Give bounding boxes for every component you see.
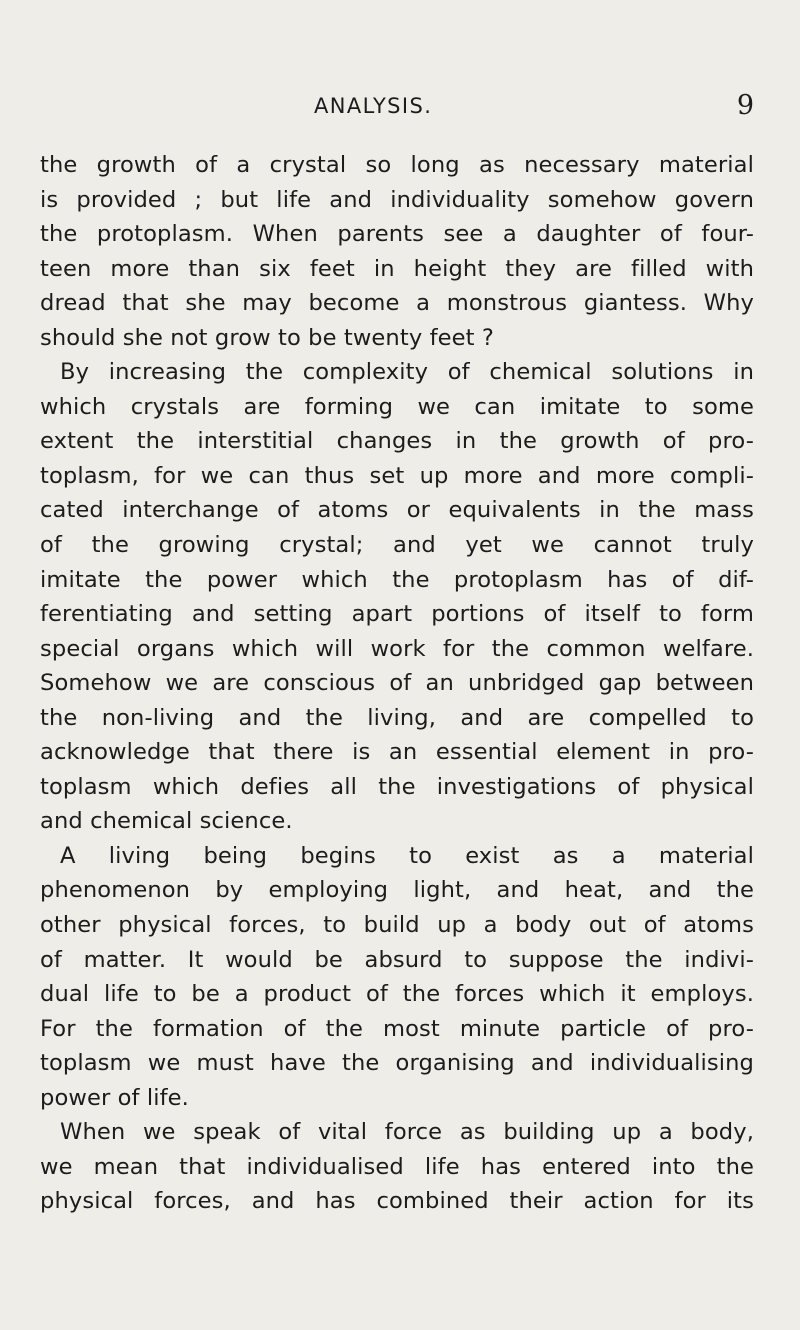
text-line: is provided ; but life and individuality somehow govern xyxy=(40,186,754,213)
text-line: When we speak of vital force as building up a body, xyxy=(60,1119,754,1146)
text-line: A living being begins to exist as a material xyxy=(60,842,754,869)
text-line: acknowledge that there is an essential element in pro- xyxy=(40,739,754,766)
text-line: other physical forces, to build up a body out of atoms xyxy=(40,912,754,939)
page-number: 9 xyxy=(736,90,754,121)
text-line: teen more than six feet in height they are filled with xyxy=(40,255,754,282)
text-line: of the growing crystal; and yet we cannot truly xyxy=(40,532,754,559)
text-line: should she not grow to be twenty feet ? xyxy=(40,324,494,351)
text-line: the growth of a crystal so long as necessary material xyxy=(40,152,754,178)
text-line: the protoplasm. When parents see a daughter of four- xyxy=(40,221,754,248)
running-head xyxy=(40,86,760,126)
text-line: Somehow we are conscious of an unbridged gap between xyxy=(40,670,754,697)
text-line: extent the interstitial changes in the growth of pro- xyxy=(40,428,754,455)
text-line: toplasm, for we can thus set up more and more compli- xyxy=(40,462,754,489)
text-line: ferentiating and setting apart portions of itself to form xyxy=(40,601,754,628)
text-line: toplasm which defies all the investigations of physical xyxy=(40,773,754,800)
text-line: we mean that individualised life has entered into the xyxy=(40,1153,754,1180)
text-line: By increasing the complexity of chemical solutions in xyxy=(60,359,754,386)
text-line: dread that she may become a monstrous giantess. Why xyxy=(40,290,754,317)
text-line: power of life. xyxy=(40,1084,189,1111)
text-line: the non-living and the living, and are compelled to xyxy=(40,704,754,731)
text-line: imitate the power which the protoplasm has of dif- xyxy=(40,566,754,593)
text-line: For the formation of the most minute particle of pro- xyxy=(40,1015,754,1042)
body-text xyxy=(40,148,754,1219)
running-title: ANALYSIS. xyxy=(314,94,433,118)
text-line: of matter. It would be absurd to suppose the indivi- xyxy=(40,946,754,973)
text-line: dual life to be a product of the forces which it employs. xyxy=(40,981,754,1008)
text-line: physical forces, and has combined their action for its xyxy=(40,1188,754,1215)
text-line: which crystals are forming we can imitate to some xyxy=(40,393,754,420)
text-line: toplasm we must have the organising and individualising xyxy=(40,1050,754,1077)
text-line: and chemical science. xyxy=(40,808,293,835)
text-line: cated interchange of atoms or equivalents in the mass xyxy=(40,497,754,524)
text-line: phenomenon by employing light, and heat, and the xyxy=(40,877,754,904)
text-line: special organs which will work for the common welfare. xyxy=(40,635,754,662)
